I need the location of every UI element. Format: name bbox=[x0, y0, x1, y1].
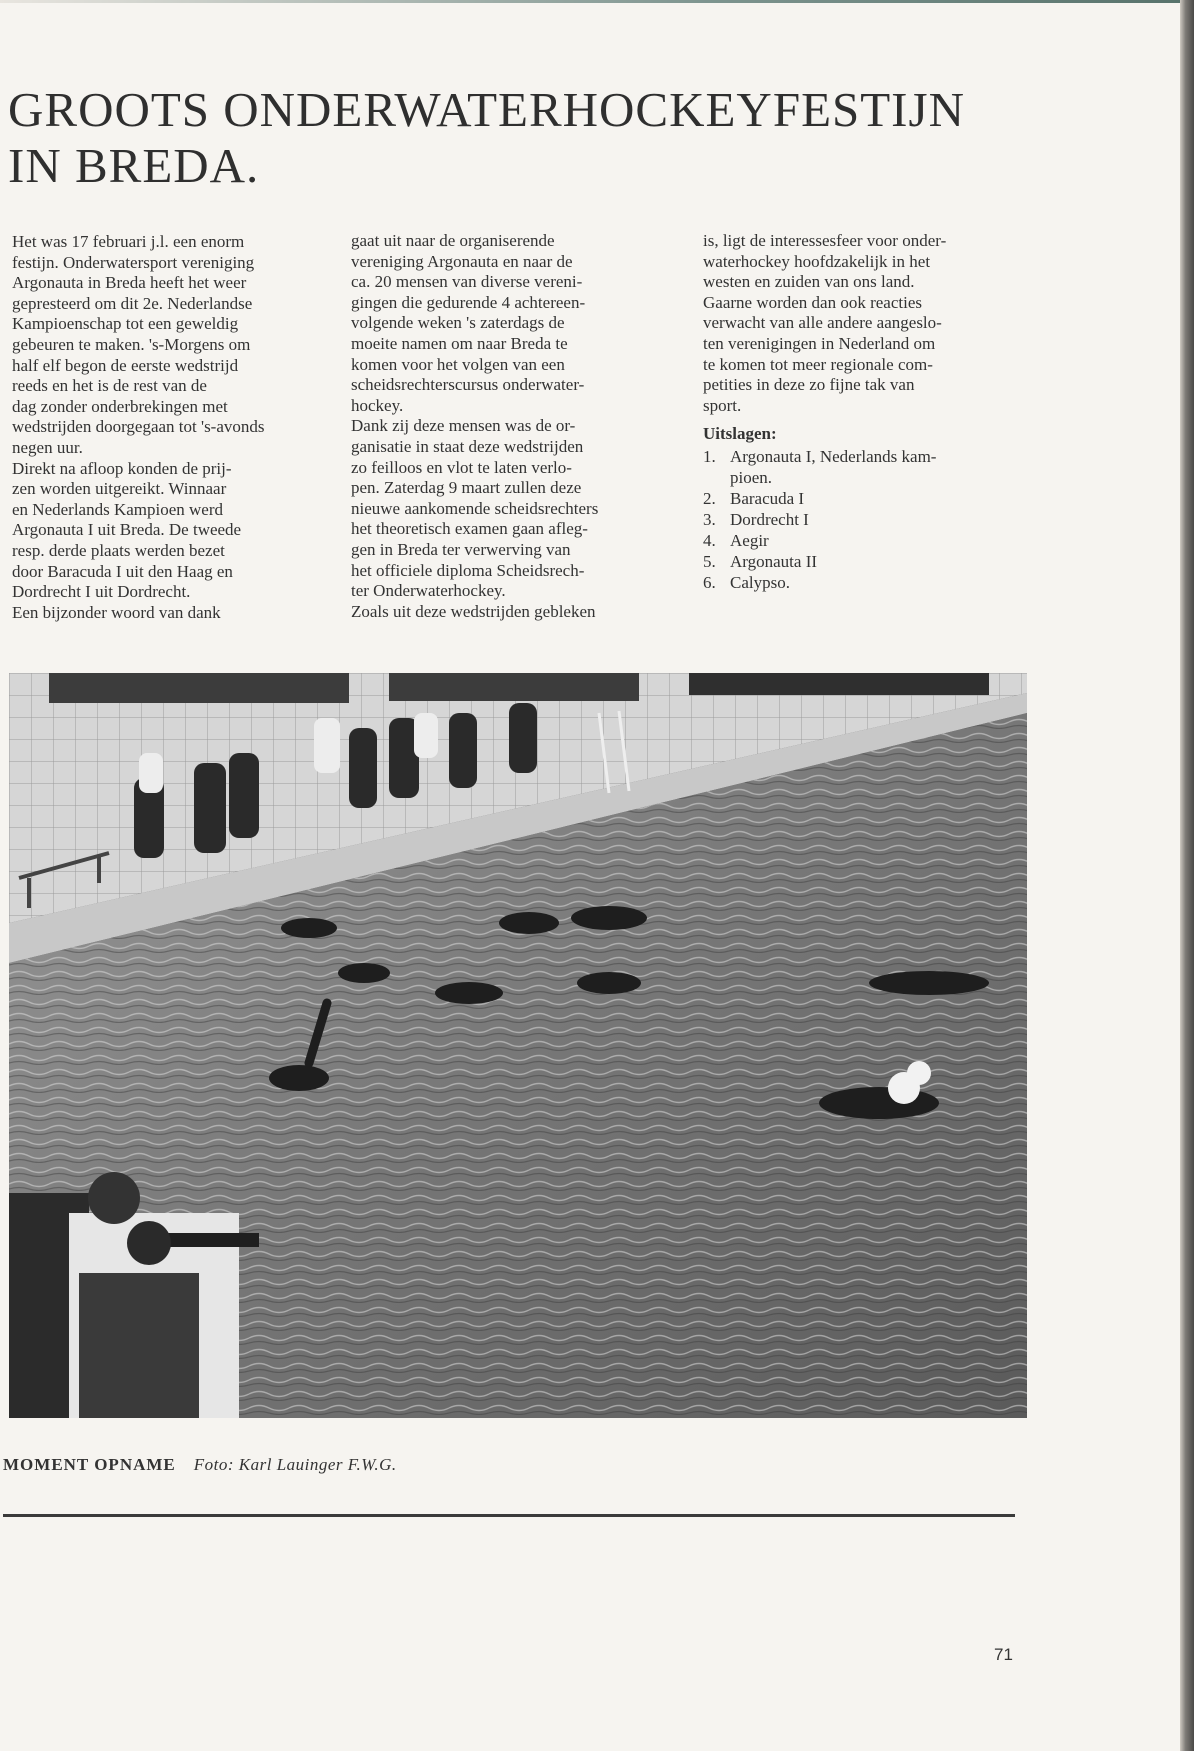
divider-rule bbox=[3, 1514, 1015, 1517]
caption-label: MOMENT OPNAME bbox=[3, 1455, 176, 1474]
results-item bbox=[703, 447, 1033, 488]
result-rank: 1. bbox=[703, 446, 716, 466]
result-team: Aegir bbox=[730, 530, 769, 550]
results-item bbox=[703, 552, 1033, 573]
caption-credit: Foto: Karl Lauinger F.W.G. bbox=[193, 1455, 397, 1474]
article-column-1 bbox=[12, 232, 342, 623]
column-3-text: is, ligt de interessesfeer voor onder- waterhockey hoofdzakelijk in het westen en zuiden van ons land. Gaarne worden dan ook reacties verwacht van alle andere aangeslo- ten verenigingen in Nederland om te komen tot meer regionale com- petities in deze zo fijne tak van sport. bbox=[703, 231, 947, 415]
results-item bbox=[703, 510, 1033, 531]
result-rank: 3. bbox=[703, 509, 716, 529]
results-list bbox=[703, 447, 1033, 594]
article-column-2 bbox=[351, 231, 681, 622]
results-title: Uitslagen: bbox=[703, 424, 777, 444]
results-item bbox=[703, 531, 1033, 552]
page-binding-edge bbox=[1180, 0, 1194, 1751]
result-team: Baracuda I bbox=[730, 488, 805, 508]
article-title bbox=[8, 82, 965, 194]
article-title-line-2: IN BREDA. bbox=[8, 138, 260, 193]
page-top-edge bbox=[0, 0, 1180, 3]
result-team: Calypso. bbox=[730, 573, 790, 592]
article-column-3 bbox=[703, 231, 1033, 594]
pool-photo-illustration bbox=[9, 673, 1027, 1418]
result-team: Argonauta I, Nederlands kam- pioen. bbox=[730, 446, 937, 487]
result-rank: 2. bbox=[703, 488, 716, 508]
column-2-text: gaat uit naar de organiserende vereniging Argonauta en naar de ca. 20 mensen van diverse vereni- gingen die gedurende 4 achtereen- volgende weken 's zaterdags de moeite namen om naar Breda te komen voor het volgen van een scheidsrechterscursus onderwater- hockey. Dank zij deze mensen was de or- ganisatie in staat deze wedstrijden zo feilloos en vlot te laten verlo- pen. Zaterdag 9 maart zullen deze nieuwe aankomende scheidsrechters het theoretisch examen gaan afleg- gen in Breda ter verwerving van het officiele diploma Scheidsrech- ter Onderwaterhockey. Zoals uit deze wedstrijden gebleken bbox=[351, 231, 599, 621]
result-rank: 4. bbox=[703, 530, 716, 550]
result-team: Argonauta II bbox=[730, 551, 818, 571]
column-1-text: Het was 17 februari j.l. een enorm festijn. Onderwatersport vereniging Argonauta in Breda heeft het weer gepresteerd om dit 2e. Nederlandse Kampioenschap tot een geweldig gebeuren te maken. 's-Morgens om half elf begon de eerste wedstrijd reeds en het is de rest van de dag zonder onderbrekingen met wedstrijden doorgegaan tot 's-avonds negen uur. Direkt na afloop konden de prij- zen worden uitgereikt. Winnaar en Nederlands Kampioen werd Argonauta I uit Breda. De tweede resp. derde plaats werden bezet door Baracuda I uit den Haag en Dordrecht I uit Dordrecht. Een bijzonder woord van dank bbox=[12, 232, 265, 622]
result-rank: 5. bbox=[703, 551, 716, 571]
photo-caption bbox=[3, 1455, 397, 1475]
result-team: Dordrecht I bbox=[730, 509, 809, 529]
pool-photo bbox=[9, 673, 1027, 1418]
result-rank: 6. bbox=[703, 573, 716, 592]
results-item bbox=[703, 489, 1033, 510]
article-title-line-1: GROOTS ONDERWATERHOCKEYFESTIJN bbox=[8, 82, 965, 137]
page-number: 71 bbox=[994, 1645, 1013, 1664]
results-item bbox=[703, 573, 1033, 594]
